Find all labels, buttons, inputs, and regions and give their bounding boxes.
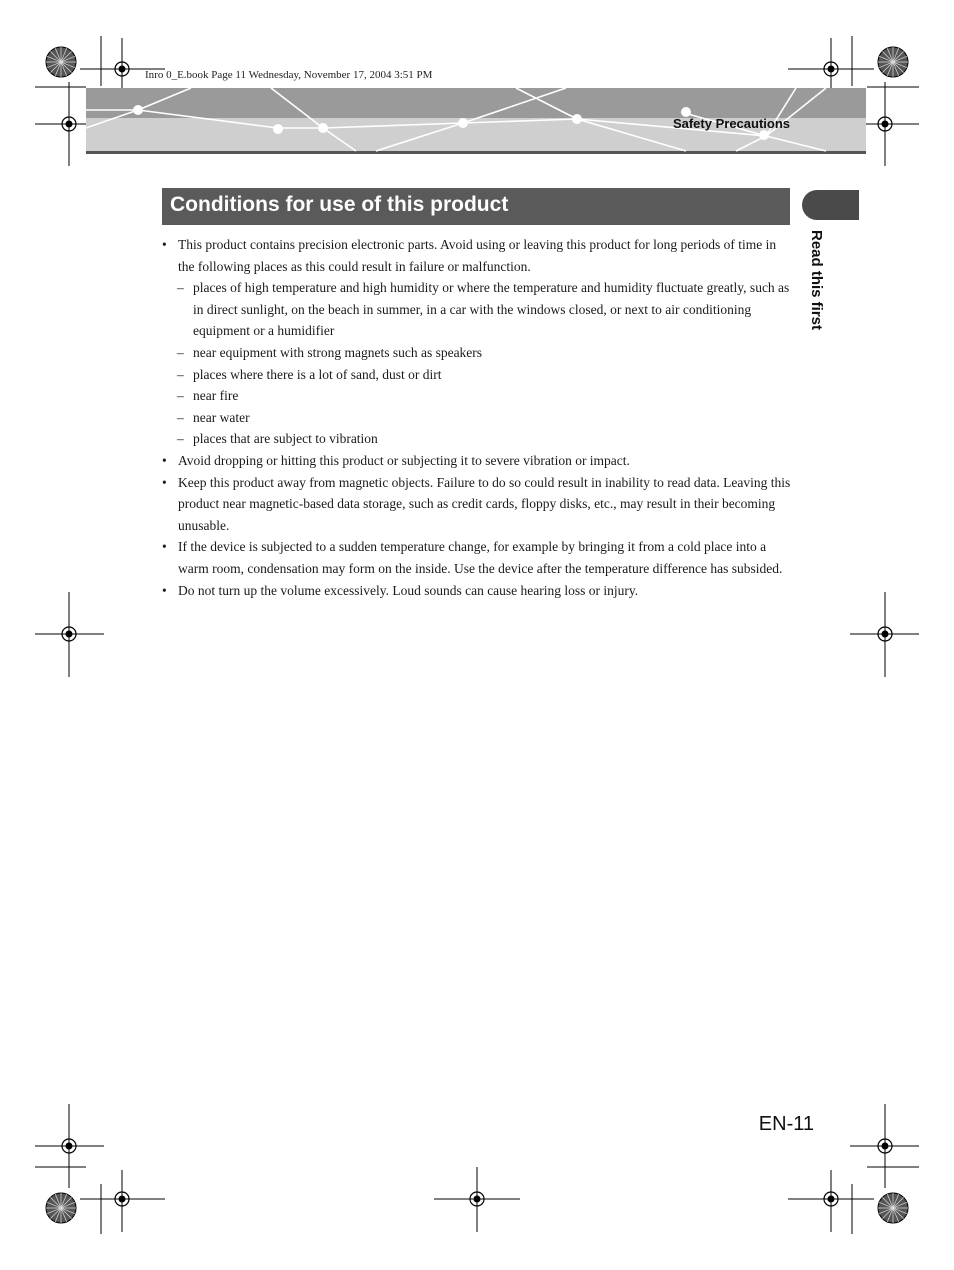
dash-mark: – bbox=[177, 344, 184, 360]
bullet-item bbox=[162, 234, 792, 277]
sub-item-text: places where there is a lot of sand, dust or dirt bbox=[193, 366, 442, 382]
print-info: Inro 0_E.book Page 11 Wednesday, November 17, 2004 3:51 PM bbox=[145, 69, 433, 81]
dash-mark: – bbox=[177, 431, 184, 447]
sub-item bbox=[162, 277, 792, 342]
side-tab bbox=[802, 190, 859, 220]
sub-item bbox=[162, 407, 792, 429]
page-number: EN-11 bbox=[758, 1113, 814, 1135]
side-tab-label: Read this first bbox=[808, 230, 825, 331]
bullet-text: Keep this product away from magnetic objects. Failure to do so could result in inability to read data. Leaving this product near magnetic-based data storage, such as credit cards, floppy disks, etc., may result in their becoming unusable. bbox=[178, 474, 791, 533]
sub-item-text: places of high temperature and high humidity or where the temperature and humidity fluctuate greatly, such as in direct sunlight, on the beach in summer, in a car with the windows closed, or next to air conditioning equipment or a humidifier bbox=[193, 280, 790, 339]
dash-mark: – bbox=[177, 388, 184, 404]
dash-mark: – bbox=[177, 280, 184, 296]
bullet-text: Avoid dropping or hitting this product or subjecting it to severe vibration or impact. bbox=[178, 452, 630, 468]
bullet-text: Do not turn up the volume excessively. Loud sounds can cause hearing loss or injury. bbox=[178, 582, 639, 598]
sub-item bbox=[162, 364, 792, 386]
dash-mark: – bbox=[177, 409, 184, 425]
section-label: Safety Precautions bbox=[672, 116, 790, 131]
sub-item-text: near equipment with strong magnets such as speakers bbox=[193, 344, 483, 360]
section-title: Conditions for use of this product bbox=[170, 193, 509, 216]
bullet-text: If the device is subjected to a sudden temperature change, for example by bringing it from a cold place into a warm room, condensation may form on the inside. Use the device after the temperature difference has subsided. bbox=[178, 539, 783, 576]
sub-item-text: near water bbox=[193, 409, 250, 425]
sub-item-text: places that are subject to vibration bbox=[193, 431, 378, 447]
bullet-item bbox=[162, 472, 792, 537]
sub-item bbox=[162, 342, 792, 364]
sub-item bbox=[162, 428, 792, 450]
bullet-item bbox=[162, 450, 792, 472]
bullet-item bbox=[162, 536, 792, 579]
sub-item-text: near fire bbox=[193, 388, 239, 404]
content-body bbox=[162, 234, 792, 601]
bullet-item bbox=[162, 580, 792, 602]
dash-mark: – bbox=[177, 366, 184, 382]
bullet-text: This product contains precision electronic parts. Avoid using or leaving this product for long periods of time in the following places as this could result in failure or malfunction. bbox=[178, 237, 777, 274]
section-title-bar bbox=[162, 188, 790, 225]
sub-item bbox=[162, 385, 792, 407]
